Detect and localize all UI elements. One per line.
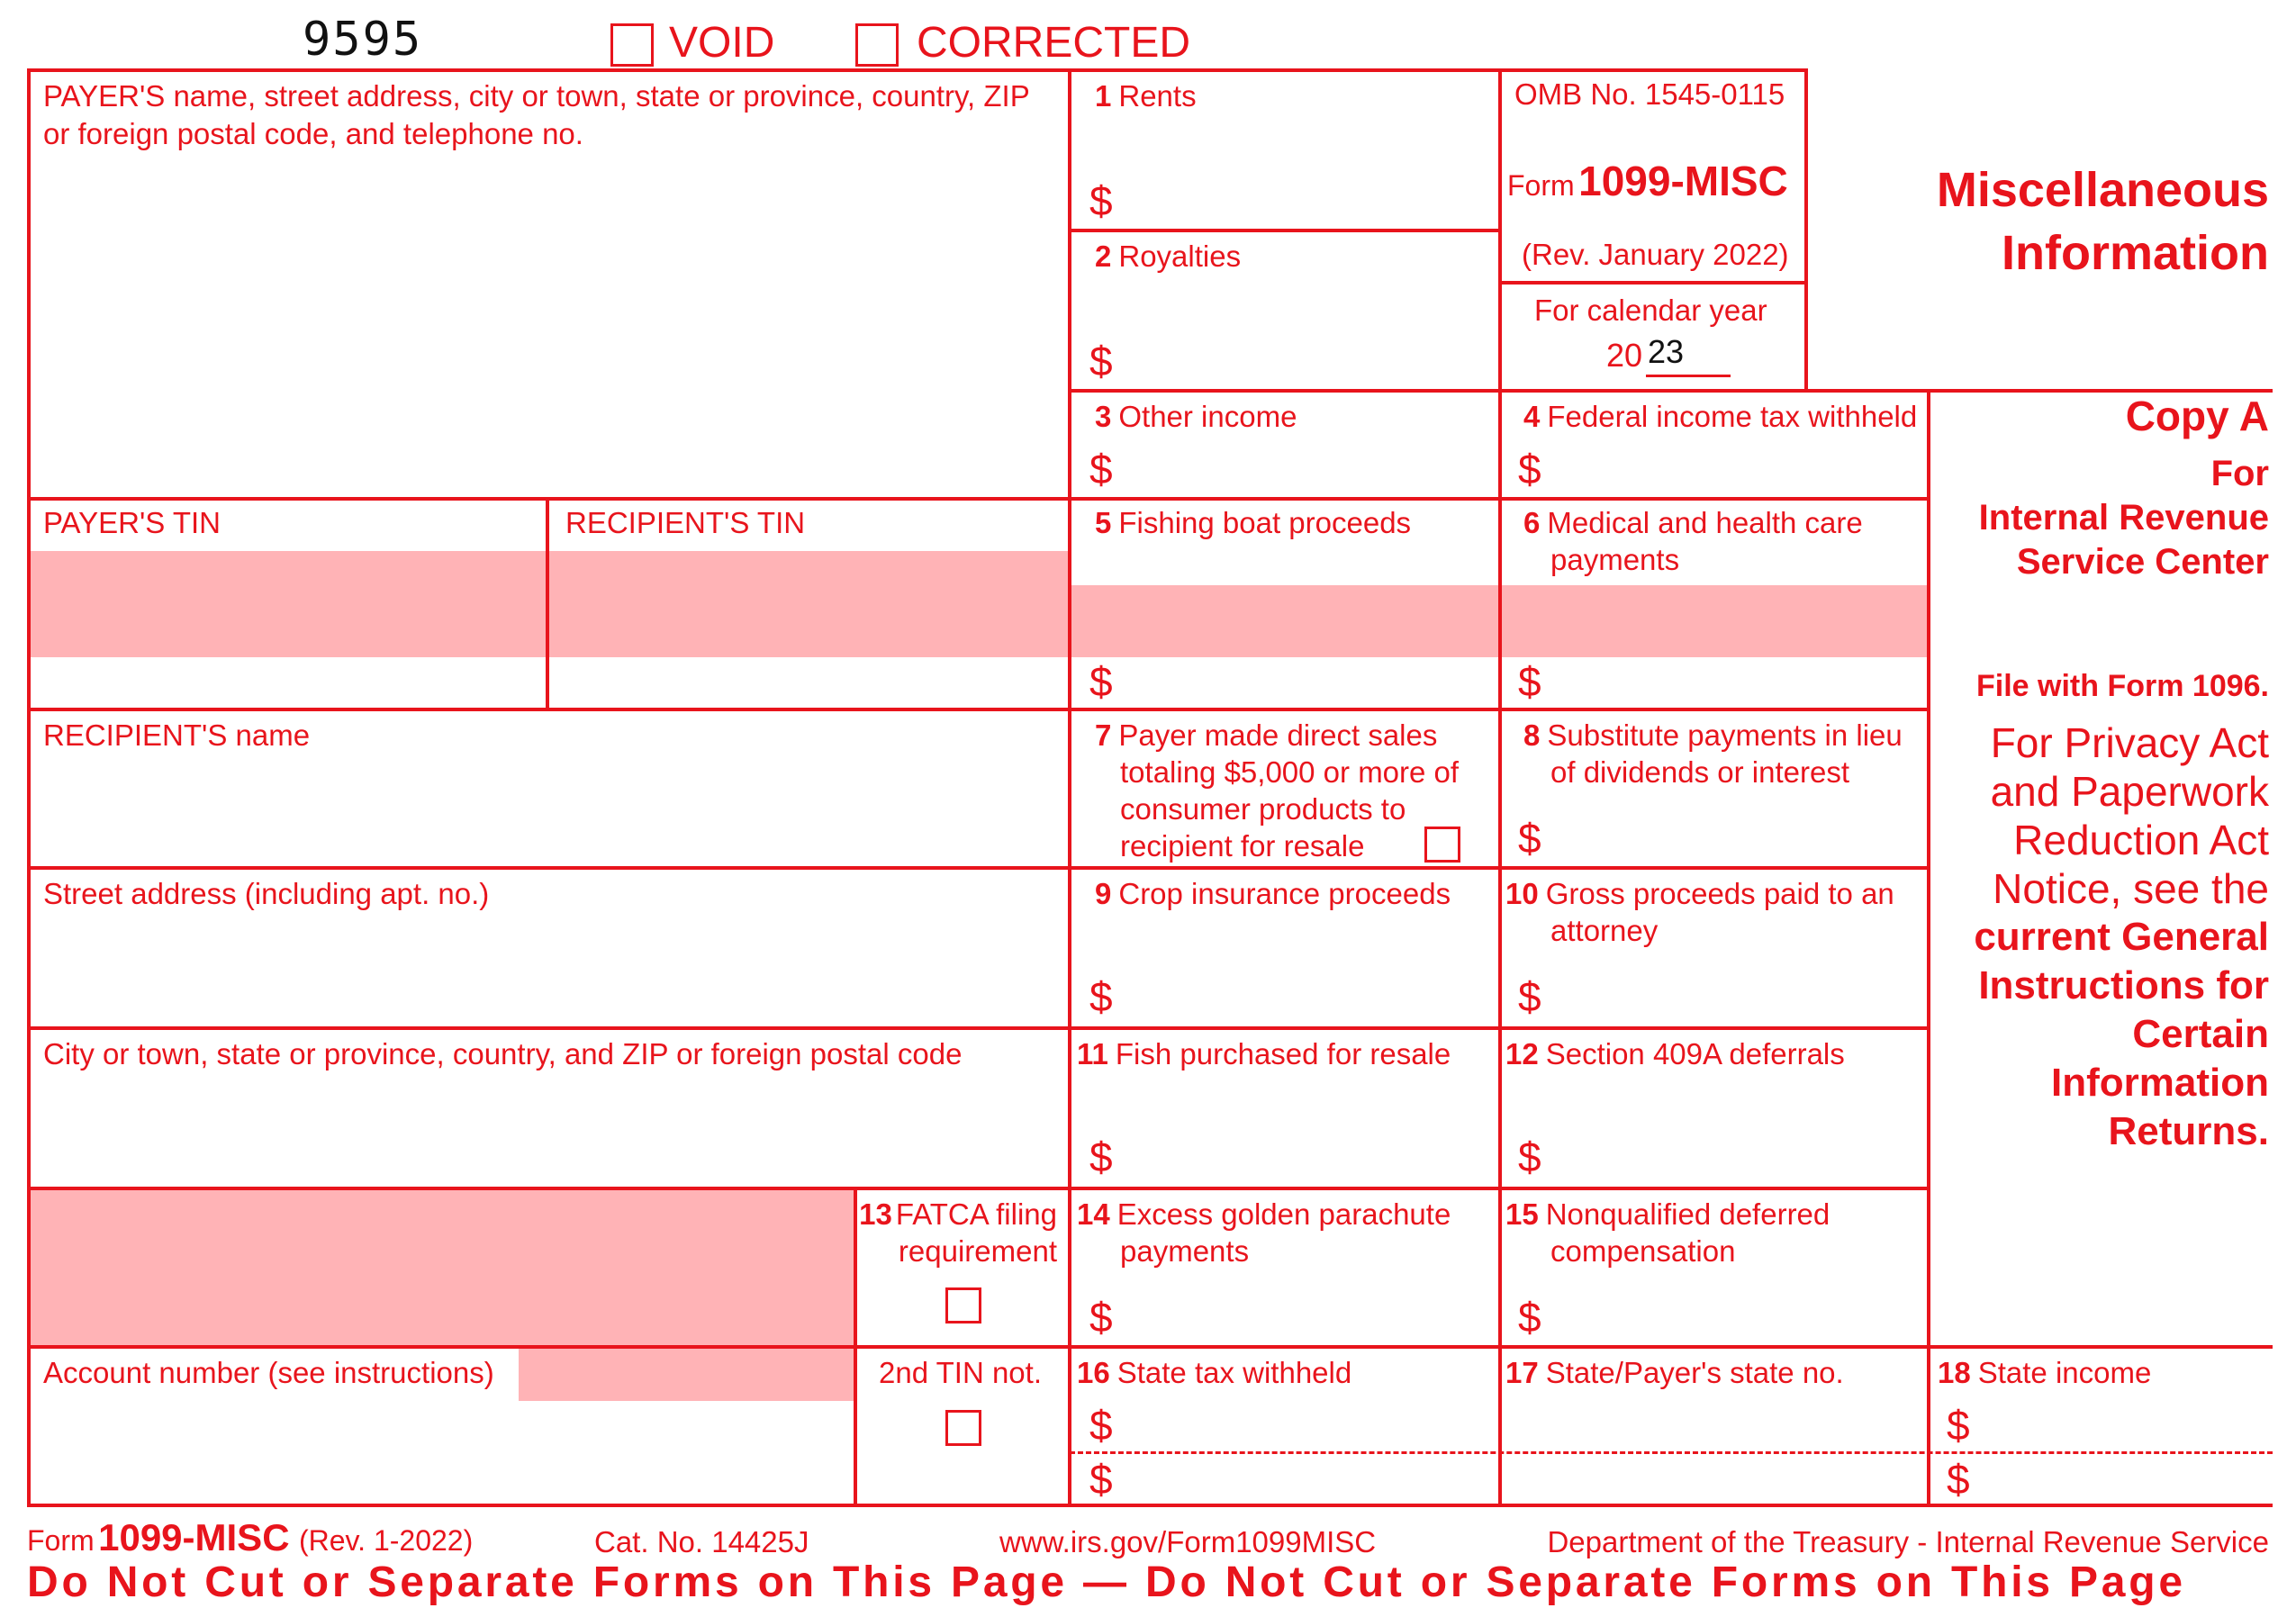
box15-number: 15 (1505, 1197, 1539, 1231)
box13-number: 13 (859, 1197, 892, 1231)
instr-3: Certain (2132, 1012, 2269, 1056)
second-tin-label: 2nd TIN not. (879, 1356, 1043, 1389)
line-rev-bottom (1500, 281, 1806, 285)
box18-number: 18 (1938, 1356, 1971, 1389)
box16-state-tax-field-1[interactable] (1125, 1397, 1495, 1448)
form-title-block (1507, 157, 1788, 205)
box2-dollar: $ (1089, 338, 1113, 384)
box4-label (1523, 398, 1917, 435)
payer-info-label: PAYER'S name, street address, city or town, state or province, country, ZIP or foreign postal code, and telephone no. (43, 79, 1030, 150)
street-address-field[interactable] (31, 915, 1066, 1025)
box7-text-3: consumer products to (1120, 792, 1406, 826)
recipient-name-label: RECIPIENT'S name (43, 718, 311, 752)
box16-dollar-1: $ (1089, 1402, 1113, 1449)
account-shade (519, 1349, 854, 1401)
street-address-label: Street address (including apt. no.) (43, 877, 490, 910)
line-13-divider (854, 1187, 857, 1507)
footer-form-prefix: Form (27, 1524, 95, 1557)
irs-line2: Service Center (2016, 542, 2269, 582)
box5-text: Fishing boat proceeds (1118, 506, 1412, 539)
box11-text: Fish purchased for resale (1115, 1037, 1451, 1070)
fatca-checkbox[interactable] (945, 1287, 981, 1323)
box16-label (1077, 1354, 1351, 1391)
box4-federal-tax-field[interactable] (1554, 438, 1923, 493)
box5-number: 5 (1095, 506, 1112, 539)
box7-text-4: recipient for resale (1120, 829, 1365, 863)
year-suffix[interactable]: 23 (1648, 333, 1685, 370)
city-state-zip-label: City or town, state or province, country, and ZIP or foreign postal code (43, 1037, 963, 1070)
line-col2 (1068, 68, 1071, 1507)
box14-text: Excess golden parachute (1116, 1197, 1451, 1231)
box10-text: Gross proceeds paid to an (1545, 877, 1894, 910)
box8-text: Substitute payments in lieu (1547, 718, 1903, 752)
box2-number: 2 (1095, 239, 1112, 273)
box3-dollar: $ (1089, 446, 1113, 492)
box11-dollar: $ (1089, 1134, 1113, 1180)
box3-label (1095, 398, 1297, 435)
city-state-zip-field[interactable] (31, 1075, 1066, 1185)
account-number-label: Account number (see instructions) (43, 1356, 494, 1389)
box6-dollar: $ (1518, 658, 1541, 705)
footer-department: Department of the Treasury - Internal Revenue Service (1547, 1525, 2269, 1558)
line-row7-top (27, 708, 1930, 711)
box18-dollar-2: $ (1947, 1456, 1970, 1503)
box18-state-income-field-2[interactable] (1981, 1455, 2269, 1502)
corrected-label: CORRECTED (917, 19, 1191, 67)
box8-number: 8 (1523, 718, 1541, 752)
box12-number: 12 (1505, 1037, 1539, 1070)
line-top (27, 68, 1806, 72)
second-tin-checkbox[interactable] (945, 1410, 981, 1446)
box18-label (1938, 1354, 2151, 1391)
box5-fishing-boat-field[interactable] (1125, 663, 1495, 704)
privacy-4: Notice, see the (1993, 865, 2269, 912)
box15-text-2: compensation (1550, 1234, 1736, 1268)
box15-text: Nonqualified deferred (1545, 1197, 1830, 1231)
line-header-right (1804, 68, 1808, 393)
box1-number: 1 (1095, 79, 1112, 113)
box5-label (1095, 504, 1411, 541)
box17-label (1505, 1354, 1844, 1391)
box9-label (1095, 875, 1451, 912)
recipient-tin-label: RECIPIENT'S TIN (565, 506, 806, 539)
box12-label (1505, 1035, 1845, 1072)
line-row11-top (27, 1026, 1930, 1030)
copy-a: Copy A (2125, 393, 2269, 439)
box8-label-line1 (1523, 717, 1903, 754)
blank-shade (31, 1190, 855, 1347)
box6-medical-field[interactable] (1554, 663, 1923, 704)
box3-other-income-field[interactable] (1125, 438, 1495, 493)
privacy-3: Reduction Act (2013, 817, 2269, 863)
box14-label-line1 (1077, 1196, 1451, 1233)
box15-dollar: $ (1518, 1294, 1541, 1341)
box12-409a-field[interactable] (1554, 1120, 1923, 1183)
box14-dollar: $ (1089, 1294, 1113, 1341)
line-tin-divider (546, 497, 549, 711)
box4-text: Federal income tax withheld (1547, 400, 1918, 433)
form-prefix: Form (1507, 169, 1575, 202)
box14-golden-parachute-field[interactable] (1125, 1278, 1495, 1342)
instr-5: Returns. (2108, 1109, 2269, 1153)
box4-number: 4 (1523, 400, 1541, 433)
box10-number: 10 (1505, 877, 1539, 910)
form-name: 1099-MISC (1578, 158, 1788, 204)
box5-dollar: $ (1089, 658, 1113, 705)
line-row13-top (27, 1187, 1930, 1190)
box12-dollar: $ (1518, 1134, 1541, 1180)
box7-text-2: totaling $5,000 or more of (1120, 755, 1460, 789)
privacy-1: For Privacy Act (1990, 719, 2269, 766)
box11-number: 11 (1077, 1037, 1108, 1070)
box13-label-line2: requirement (898, 1234, 1057, 1268)
box10-label-line1 (1505, 875, 1894, 912)
box9-dollar: $ (1089, 973, 1113, 1020)
copy-for: For (2210, 454, 2269, 493)
box7-text-1: Payer made direct sales (1118, 718, 1438, 752)
box16-number: 16 (1077, 1356, 1110, 1389)
box6-number: 6 (1523, 506, 1541, 539)
payer-tin-field[interactable] (31, 540, 544, 706)
box16-dollar-2: $ (1089, 1456, 1113, 1503)
title-line2: Information (2002, 226, 2269, 280)
account-number-field[interactable] (31, 1405, 850, 1500)
box15-label-line1 (1505, 1196, 1830, 1233)
box18-state-income-field-1[interactable] (1981, 1397, 2269, 1448)
line-row16-top (27, 1345, 2273, 1349)
box2-text: Royalties (1118, 239, 1242, 273)
box2-royalties-field[interactable] (1125, 324, 1495, 387)
box1-text: Rents (1118, 79, 1197, 113)
box12-text: Section 409A deferrals (1545, 1037, 1845, 1070)
box8-substitute-payments-field[interactable] (1554, 801, 1923, 863)
recipient-name-field[interactable] (31, 756, 1066, 864)
box18-dollar-1: $ (1947, 1402, 1970, 1449)
recipient-tin-field[interactable] (551, 540, 1066, 706)
box10-text-2: attorney (1550, 914, 1659, 947)
instr-4: Information (2051, 1061, 2269, 1105)
payer-tin-label: PAYER'S TIN (43, 506, 221, 539)
line-row9-top (27, 866, 1930, 870)
box9-number: 9 (1095, 877, 1112, 910)
footer-revision: (Rev. 1-2022) (298, 1524, 474, 1557)
box1-rents-field[interactable] (1125, 162, 1495, 225)
box14-text-2: payments (1120, 1234, 1250, 1268)
box2-label (1095, 238, 1241, 275)
year-underline (1646, 375, 1731, 377)
form-code: 9595 (303, 13, 423, 67)
year-prefix: 20 (1606, 337, 1643, 374)
footer-url[interactable]: www.irs.gov/Form1099MISC (999, 1525, 1377, 1558)
state-dashed-line (1070, 1451, 2273, 1454)
box17-text: State/Payer's state no. (1545, 1356, 1844, 1389)
box7-label-line1 (1095, 717, 1437, 754)
footer-form-block (27, 1516, 473, 1559)
box15-nonqualified-field[interactable] (1554, 1278, 1923, 1342)
title-line1: Miscellaneous (1936, 163, 2269, 217)
box10-dollar: $ (1518, 973, 1541, 1020)
box9-crop-insurance-field[interactable] (1125, 960, 1495, 1023)
box13-label-line1 (859, 1196, 1057, 1233)
box18-text: State income (1977, 1356, 2152, 1389)
box17-state-no-field-2[interactable] (1505, 1455, 1923, 1502)
box3-text: Other income (1118, 400, 1297, 433)
box17-state-no-field-1[interactable] (1505, 1397, 1923, 1448)
void-checkbox[interactable] (610, 23, 654, 67)
box6-label-line1 (1523, 504, 1863, 541)
box16-state-tax-field-2[interactable] (1125, 1455, 1495, 1502)
form-revision: (Rev. January 2022) (1522, 238, 1789, 271)
instr-2: Instructions for (1978, 963, 2269, 1007)
box8-dollar: $ (1518, 815, 1541, 862)
omb-number: OMB No. 1545-0115 (1514, 77, 1785, 111)
line-col3 (1498, 68, 1502, 1507)
box13-text: FATCA filing (895, 1197, 1057, 1231)
box10-gross-proceeds-field[interactable] (1554, 960, 1923, 1023)
box3-number: 3 (1095, 400, 1112, 433)
footer-form-name: 1099-MISC (98, 1516, 290, 1558)
box8-text-2: of dividends or interest (1550, 755, 1850, 789)
box16-text: State tax withheld (1116, 1356, 1352, 1389)
box14-number: 14 (1077, 1197, 1110, 1231)
line-b1-bottom (1070, 229, 1500, 232)
line-row5-top (27, 497, 1930, 501)
privacy-2: and Paperwork (1990, 768, 2269, 815)
box9-text: Crop insurance proceeds (1118, 877, 1451, 910)
box11-label (1077, 1035, 1451, 1072)
payer-info-field[interactable] (31, 162, 1066, 495)
footer-cat-no: Cat. No. 14425J (594, 1525, 809, 1558)
file-with: File with Form 1096. (1976, 669, 2269, 703)
corrected-checkbox[interactable] (855, 23, 899, 67)
do-not-cut-warning: Do Not Cut or Separate Forms on This Page — Do Not Cut or Separate Forms on This Page (27, 1558, 2186, 1606)
box6-text-2: payments (1550, 543, 1680, 576)
line-bottom (27, 1504, 2273, 1507)
box7-direct-sales-checkbox[interactable] (1424, 827, 1460, 863)
irs-line1: Internal Revenue (1978, 498, 2269, 538)
line-col4 (1927, 389, 1930, 1507)
box17-number: 17 (1505, 1356, 1539, 1389)
box11-fish-purchased-field[interactable] (1125, 1120, 1495, 1183)
box7-number: 7 (1095, 718, 1112, 752)
box4-dollar: $ (1518, 446, 1541, 492)
box1-label (1095, 77, 1197, 114)
calendar-year-label: For calendar year (1534, 294, 1767, 327)
instr-1: current General (1974, 915, 2269, 959)
box6-text: Medical and health care (1547, 506, 1863, 539)
void-label: VOID (669, 19, 775, 67)
box1-dollar: $ (1089, 177, 1113, 224)
